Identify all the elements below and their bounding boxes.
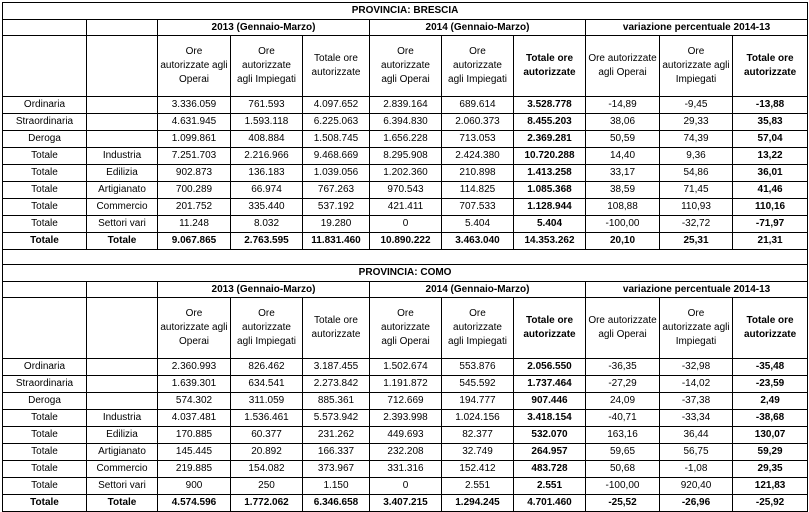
value-cell: 66.974 xyxy=(231,182,303,199)
col-header-operai: Ore autorizzate agli Operai xyxy=(586,298,660,359)
value-cell: 537.192 xyxy=(303,199,370,216)
value-cell: 335.440 xyxy=(231,199,303,216)
value-cell: 166.337 xyxy=(303,444,370,461)
table-row xyxy=(3,427,808,444)
value-cell: 5.573.942 xyxy=(303,410,370,427)
province-title: PROVINCIA: BRESCIA xyxy=(3,3,808,20)
value-cell: -23,59 xyxy=(733,376,808,393)
value-cell: 532.070 xyxy=(514,427,586,444)
period-2013-header: 2013 (Gennaio-Marzo) xyxy=(158,282,370,298)
value-cell: 36,01 xyxy=(733,165,808,182)
value-cell: 4.097.652 xyxy=(303,97,370,114)
row-sector xyxy=(87,131,158,148)
value-cell: -25,92 xyxy=(733,495,808,512)
period-header-row xyxy=(3,20,808,36)
value-cell: 5.404 xyxy=(514,216,586,233)
value-cell: 4.701.460 xyxy=(514,495,586,512)
value-cell: 152.412 xyxy=(442,461,514,478)
value-cell: -32,98 xyxy=(660,359,733,376)
value-cell: 59,65 xyxy=(586,444,660,461)
row-label: Totale xyxy=(3,461,87,478)
value-cell: 194.777 xyxy=(442,393,514,410)
row-label: Straordinaria xyxy=(3,114,87,131)
value-cell: 1.413.258 xyxy=(514,165,586,182)
value-cell: -25,52 xyxy=(586,495,660,512)
value-cell: 33,17 xyxy=(586,165,660,182)
row-sector xyxy=(87,97,158,114)
blank-header-cell xyxy=(87,282,158,298)
table-row xyxy=(3,478,808,495)
row-label: Totale xyxy=(3,495,87,512)
value-cell: -37,38 xyxy=(660,393,733,410)
value-cell: 2.393.998 xyxy=(370,410,442,427)
value-cell: 74,39 xyxy=(660,131,733,148)
value-cell: 36,44 xyxy=(660,427,733,444)
value-cell: 3.418.154 xyxy=(514,410,586,427)
value-cell: -38,68 xyxy=(733,410,808,427)
variation-header: variazione percentuale 2014-13 xyxy=(586,282,808,298)
value-cell: 408.884 xyxy=(231,131,303,148)
value-cell: 24,09 xyxy=(586,393,660,410)
value-cell: 8.455.203 xyxy=(514,114,586,131)
value-cell: -9,45 xyxy=(660,97,733,114)
value-cell: 2.763.595 xyxy=(231,233,303,250)
blank-header-cell xyxy=(87,36,158,97)
value-cell: 20,10 xyxy=(586,233,660,250)
value-cell: 3.407.215 xyxy=(370,495,442,512)
row-label: Totale xyxy=(3,216,87,233)
value-cell: 311.059 xyxy=(231,393,303,410)
col-header-totale: Totale ore autorizzate xyxy=(514,36,586,97)
value-cell: -14,02 xyxy=(660,376,733,393)
province-title-row xyxy=(3,265,808,282)
value-cell: 826.462 xyxy=(231,359,303,376)
col-header-impiegati: Ore autorizzate agli Impiegati xyxy=(660,298,733,359)
value-cell: 2,49 xyxy=(733,393,808,410)
value-cell: 1.150 xyxy=(303,478,370,495)
value-cell: 170.885 xyxy=(158,427,231,444)
blank-header-cell xyxy=(3,298,87,359)
value-cell: 250 xyxy=(231,478,303,495)
value-cell: 3.187.455 xyxy=(303,359,370,376)
value-cell: -71,97 xyxy=(733,216,808,233)
row-sector: Industria xyxy=(87,410,158,427)
period-2014-header: 2014 (Gennaio-Marzo) xyxy=(370,282,586,298)
value-cell: 3.336.059 xyxy=(158,97,231,114)
row-label: Totale xyxy=(3,427,87,444)
value-cell: 1.202.360 xyxy=(370,165,442,182)
value-cell: 761.593 xyxy=(231,97,303,114)
col-header-operai: Ore autorizzate agli Operai xyxy=(586,36,660,97)
value-cell: 9,36 xyxy=(660,148,733,165)
province-title-row xyxy=(3,3,808,20)
value-cell: 3.528.778 xyxy=(514,97,586,114)
row-sector: Edilizia xyxy=(87,427,158,444)
value-cell: 1.508.745 xyxy=(303,131,370,148)
row-label: Totale xyxy=(3,478,87,495)
value-cell: 2.273.842 xyxy=(303,376,370,393)
value-cell: 50,68 xyxy=(586,461,660,478)
row-label: Ordinaria xyxy=(3,359,87,376)
blank-header-cell xyxy=(3,36,87,97)
value-cell: 0 xyxy=(370,478,442,495)
value-cell: -100,00 xyxy=(586,216,660,233)
row-sector: Industria xyxy=(87,148,158,165)
table-row xyxy=(3,495,808,512)
value-cell: 1.294.245 xyxy=(442,495,514,512)
province-title: PROVINCIA: COMO xyxy=(3,265,808,282)
value-cell: 130,07 xyxy=(733,427,808,444)
row-sector xyxy=(87,393,158,410)
value-cell: 713.053 xyxy=(442,131,514,148)
row-sector: Commercio xyxy=(87,461,158,478)
row-sector: Settori vari xyxy=(87,478,158,495)
period-2013-header: 2013 (Gennaio-Marzo) xyxy=(158,20,370,36)
variation-header: variazione percentuale 2014-13 xyxy=(586,20,808,36)
table-row xyxy=(3,165,808,182)
table-row xyxy=(3,199,808,216)
value-cell: 8.295.908 xyxy=(370,148,442,165)
col-header-operai: Ore autorizzate agli Operai xyxy=(370,298,442,359)
period-2014-header: 2014 (Gennaio-Marzo) xyxy=(370,20,586,36)
value-cell: 35,83 xyxy=(733,114,808,131)
value-cell: 6.346.658 xyxy=(303,495,370,512)
row-label: Totale xyxy=(3,165,87,182)
value-cell: 82.377 xyxy=(442,427,514,444)
value-cell: 4.574.596 xyxy=(158,495,231,512)
value-cell: 41,46 xyxy=(733,182,808,199)
value-cell: 57,04 xyxy=(733,131,808,148)
value-cell: 14.353.262 xyxy=(514,233,586,250)
row-label: Totale xyxy=(3,199,87,216)
col-header-impiegati: Ore autorizzate agli Impiegati xyxy=(660,36,733,97)
value-cell: -27,29 xyxy=(586,376,660,393)
col-header-operai: Ore autorizzate agli Operai xyxy=(158,36,231,97)
value-cell: 1.502.674 xyxy=(370,359,442,376)
value-cell: -36,35 xyxy=(586,359,660,376)
value-cell: 331.316 xyxy=(370,461,442,478)
value-cell: 5.404 xyxy=(442,216,514,233)
row-sector xyxy=(87,114,158,131)
col-header-totale: Totale ore autorizzate xyxy=(514,298,586,359)
value-cell: 545.592 xyxy=(442,376,514,393)
value-cell: 121,83 xyxy=(733,478,808,495)
value-cell: 13,22 xyxy=(733,148,808,165)
value-cell: 3.463.040 xyxy=(442,233,514,250)
row-label: Totale xyxy=(3,410,87,427)
blank-header-cell xyxy=(3,20,87,36)
value-cell: 50,59 xyxy=(586,131,660,148)
value-cell: 373.967 xyxy=(303,461,370,478)
value-cell: 8.032 xyxy=(231,216,303,233)
row-sector xyxy=(87,359,158,376)
value-cell: 907.446 xyxy=(514,393,586,410)
col-header-totale: Totale ore autorizzate xyxy=(303,298,370,359)
value-cell: 210.898 xyxy=(442,165,514,182)
row-label: Totale xyxy=(3,444,87,461)
value-cell: 110,16 xyxy=(733,199,808,216)
row-sector: Commercio xyxy=(87,199,158,216)
table-row xyxy=(3,216,808,233)
table-row xyxy=(3,444,808,461)
value-cell: 2.424.380 xyxy=(442,148,514,165)
col-header-impiegati: Ore autorizzate agli Impiegati xyxy=(442,298,514,359)
value-cell: 1.099.861 xyxy=(158,131,231,148)
row-sector: Artigianato xyxy=(87,182,158,199)
value-cell: 1.085.368 xyxy=(514,182,586,199)
table-row xyxy=(3,182,808,199)
value-cell: 10.720.288 xyxy=(514,148,586,165)
value-cell: 6.394.830 xyxy=(370,114,442,131)
value-cell: 231.262 xyxy=(303,427,370,444)
value-cell: 2.360.993 xyxy=(158,359,231,376)
value-cell: 1.039.056 xyxy=(303,165,370,182)
value-cell: 20.892 xyxy=(231,444,303,461)
value-cell: 421.411 xyxy=(370,199,442,216)
value-cell: -13,88 xyxy=(733,97,808,114)
value-cell: 29,35 xyxy=(733,461,808,478)
period-header-row xyxy=(3,282,808,298)
col-header-totale: Totale ore autorizzate xyxy=(303,36,370,97)
row-label: Ordinaria xyxy=(3,97,87,114)
value-cell: 4.037.481 xyxy=(158,410,231,427)
row-label: Totale xyxy=(3,148,87,165)
value-cell: -100,00 xyxy=(586,478,660,495)
value-cell: 14,40 xyxy=(586,148,660,165)
value-cell: 21,31 xyxy=(733,233,808,250)
value-cell: 9.067.865 xyxy=(158,233,231,250)
section-spacer xyxy=(3,250,808,265)
value-cell: 885.361 xyxy=(303,393,370,410)
value-cell: 232.208 xyxy=(370,444,442,461)
table-row xyxy=(3,148,808,165)
value-cell: -32,72 xyxy=(660,216,733,233)
blank-header-cell xyxy=(87,20,158,36)
value-cell: 483.728 xyxy=(514,461,586,478)
value-cell: 29,33 xyxy=(660,114,733,131)
value-cell: 10.890.222 xyxy=(370,233,442,250)
col-header-totale: Totale ore autorizzate xyxy=(733,36,808,97)
row-sector: Totale xyxy=(87,233,158,250)
value-cell: 32.749 xyxy=(442,444,514,461)
value-cell: 1.772.062 xyxy=(231,495,303,512)
value-cell: 1.593.118 xyxy=(231,114,303,131)
spacer-cell xyxy=(3,250,808,265)
value-cell: 2.216.966 xyxy=(231,148,303,165)
table-row xyxy=(3,461,808,478)
value-cell: 1.191.872 xyxy=(370,376,442,393)
value-cell: 38,06 xyxy=(586,114,660,131)
table-row xyxy=(3,359,808,376)
value-cell: 6.225.063 xyxy=(303,114,370,131)
table-row xyxy=(3,376,808,393)
column-header-row xyxy=(3,36,808,97)
value-cell: 9.468.669 xyxy=(303,148,370,165)
table-row xyxy=(3,131,808,148)
value-cell: 1.737.464 xyxy=(514,376,586,393)
value-cell: 1.024.156 xyxy=(442,410,514,427)
value-cell: 154.082 xyxy=(231,461,303,478)
cassa-integrazione-table-container xyxy=(2,2,807,508)
value-cell: 767.263 xyxy=(303,182,370,199)
col-header-operai: Ore autorizzate agli Operai xyxy=(158,298,231,359)
value-cell: 900 xyxy=(158,478,231,495)
col-header-impiegati: Ore autorizzate agli Impiegati xyxy=(231,298,303,359)
row-sector: Edilizia xyxy=(87,165,158,182)
row-sector: Artigianato xyxy=(87,444,158,461)
value-cell: 4.631.945 xyxy=(158,114,231,131)
row-label: Deroga xyxy=(3,393,87,410)
value-cell: 634.541 xyxy=(231,376,303,393)
value-cell: 1.536.461 xyxy=(231,410,303,427)
value-cell: 1.656.228 xyxy=(370,131,442,148)
value-cell: 201.752 xyxy=(158,199,231,216)
value-cell: 2.369.281 xyxy=(514,131,586,148)
value-cell: 110,93 xyxy=(660,199,733,216)
table-row xyxy=(3,393,808,410)
value-cell: 264.957 xyxy=(514,444,586,461)
value-cell: 2.839.164 xyxy=(370,97,442,114)
value-cell: -33,34 xyxy=(660,410,733,427)
value-cell: 25,31 xyxy=(660,233,733,250)
table-row xyxy=(3,233,808,250)
value-cell: 7.251.703 xyxy=(158,148,231,165)
value-cell: 71,45 xyxy=(660,182,733,199)
value-cell: -1,08 xyxy=(660,461,733,478)
value-cell: 54,86 xyxy=(660,165,733,182)
value-cell: 19.280 xyxy=(303,216,370,233)
value-cell: 2.060.373 xyxy=(442,114,514,131)
value-cell: 59,29 xyxy=(733,444,808,461)
value-cell: 1.639.301 xyxy=(158,376,231,393)
table-row xyxy=(3,114,808,131)
col-header-totale: Totale ore autorizzate xyxy=(733,298,808,359)
value-cell: 689.614 xyxy=(442,97,514,114)
value-cell: 0 xyxy=(370,216,442,233)
value-cell: 920,40 xyxy=(660,478,733,495)
value-cell: 219.885 xyxy=(158,461,231,478)
row-label: Straordinaria xyxy=(3,376,87,393)
value-cell: 1.128.944 xyxy=(514,199,586,216)
value-cell: 2.056.550 xyxy=(514,359,586,376)
value-cell: 574.302 xyxy=(158,393,231,410)
row-sector xyxy=(87,376,158,393)
value-cell: 712.669 xyxy=(370,393,442,410)
value-cell: 136.183 xyxy=(231,165,303,182)
value-cell: 11.831.460 xyxy=(303,233,370,250)
row-sector: Totale xyxy=(87,495,158,512)
column-header-row xyxy=(3,298,808,359)
col-header-impiegati: Ore autorizzate agli Impiegati xyxy=(442,36,514,97)
col-header-impiegati: Ore autorizzate agli Impiegati xyxy=(231,36,303,97)
value-cell: 60.377 xyxy=(231,427,303,444)
row-label: Deroga xyxy=(3,131,87,148)
value-cell: 2.551 xyxy=(514,478,586,495)
value-cell: 11.248 xyxy=(158,216,231,233)
value-cell: 902.873 xyxy=(158,165,231,182)
hours-table xyxy=(2,2,808,512)
value-cell: 145.445 xyxy=(158,444,231,461)
value-cell: 2.551 xyxy=(442,478,514,495)
value-cell: 700.289 xyxy=(158,182,231,199)
value-cell: 56,75 xyxy=(660,444,733,461)
value-cell: 553.876 xyxy=(442,359,514,376)
blank-header-cell xyxy=(87,298,158,359)
table-row xyxy=(3,97,808,114)
row-label: Totale xyxy=(3,233,87,250)
row-sector: Settori vari xyxy=(87,216,158,233)
value-cell: -26,96 xyxy=(660,495,733,512)
table-row xyxy=(3,410,808,427)
value-cell: 114.825 xyxy=(442,182,514,199)
blank-header-cell xyxy=(3,282,87,298)
value-cell: -35,48 xyxy=(733,359,808,376)
value-cell: -14,89 xyxy=(586,97,660,114)
value-cell: 108,88 xyxy=(586,199,660,216)
value-cell: 707.533 xyxy=(442,199,514,216)
value-cell: 970.543 xyxy=(370,182,442,199)
col-header-operai: Ore autorizzate agli Operai xyxy=(370,36,442,97)
value-cell: 449.693 xyxy=(370,427,442,444)
row-label: Totale xyxy=(3,182,87,199)
value-cell: -40,71 xyxy=(586,410,660,427)
value-cell: 163,16 xyxy=(586,427,660,444)
value-cell: 38,59 xyxy=(586,182,660,199)
